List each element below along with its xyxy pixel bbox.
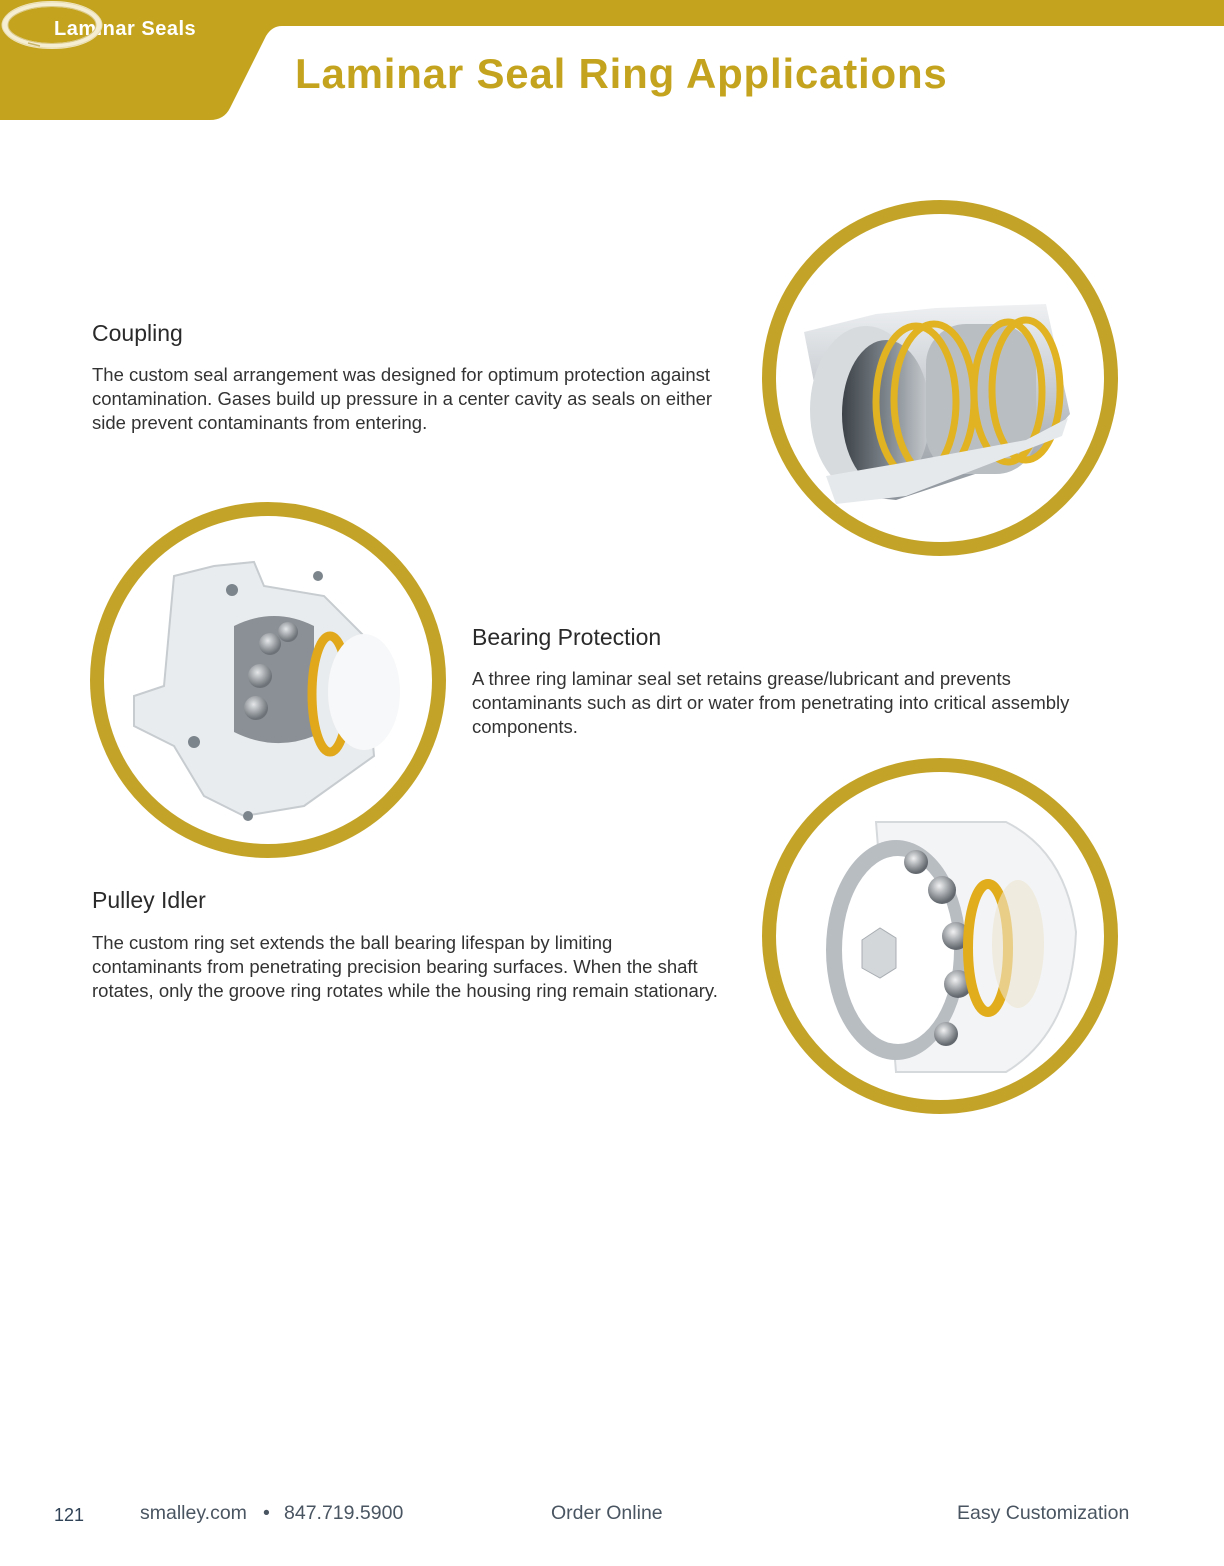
- page-title: Laminar Seal Ring Applications: [295, 50, 948, 97]
- footer-separator: •: [263, 1502, 270, 1524]
- laminar-seal-ring-icon: [0, 0, 106, 52]
- page-number: 121: [54, 1505, 85, 1525]
- section-label: Laminar Seals: [54, 18, 197, 40]
- phone-number[interactable]: 847.719.5900: [284, 1502, 404, 1524]
- coupling-heading: Coupling: [92, 320, 183, 346]
- bearing-protection-image: [90, 502, 446, 858]
- coupling-description: The custom seal arrangement was designed for optimum protection against contamination. Gases build up pressure in a center cavity as seals on either side prevent contaminants from entering.: [92, 364, 713, 433]
- pulley-idler-description: The custom ring set extends the ball bearing lifespan by limiting contaminants from penetrating precision bearing surfaces. When the shaft rotates, only the groove ring rotates while the housing ring remain stationary.: [92, 932, 718, 1001]
- website-link[interactable]: smalley.com: [140, 1502, 247, 1524]
- bearing-protection-heading: Bearing Protection: [472, 624, 662, 650]
- footer-tagline: Easy Customization: [957, 1502, 1130, 1524]
- pulley-idler-image: [762, 758, 1118, 1114]
- bearing-protection-description: A three ring laminar seal set retains grease/lubricant and prevents contaminants such as dirt or water from penetrating into critical assembly components.: [472, 668, 1070, 737]
- section-tab: [0, 0, 290, 120]
- pulley-idler-heading: Pulley Idler: [92, 887, 206, 913]
- order-online-link[interactable]: Order Online: [551, 1502, 663, 1524]
- page-footer: [0, 1502, 1224, 1532]
- coupling-image: [762, 200, 1118, 556]
